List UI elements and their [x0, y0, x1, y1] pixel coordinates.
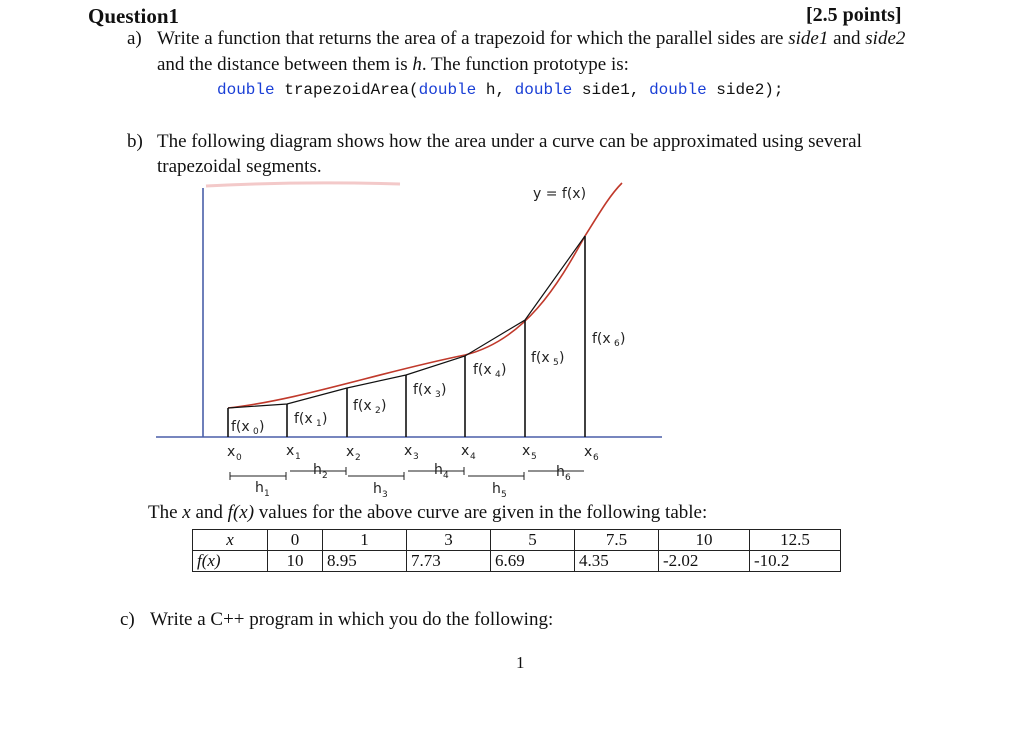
table-cell: -10.2	[750, 551, 841, 572]
svg-text:5: 5	[531, 452, 537, 462]
table-cell: 8.95	[323, 551, 407, 572]
part-b-line1: The following diagram shows how the area under a curve can be approximated using several	[157, 131, 862, 152]
svg-text:f(x: f(x	[473, 362, 492, 378]
h-label-1	[255, 480, 270, 499]
part-a-line2: and the distance between them is h. The function prototype is:	[157, 54, 629, 75]
h-brackets	[230, 467, 584, 480]
svg-text:): )	[259, 419, 265, 435]
x-label-2	[346, 444, 361, 463]
svg-text:x: x	[584, 444, 593, 460]
svg-text:4: 4	[470, 452, 476, 462]
svg-text:0: 0	[253, 427, 259, 437]
svg-text:3: 3	[382, 490, 388, 500]
table-cell: 10	[268, 551, 323, 572]
table-cell: 10	[659, 530, 750, 551]
svg-text:3: 3	[413, 452, 419, 462]
svg-text:x: x	[286, 443, 295, 459]
part-b-label: b)	[127, 131, 143, 152]
svg-text:x: x	[404, 443, 413, 459]
function-prototype: double trapezoidArea(double h, double side1, double side2);	[217, 81, 784, 99]
table-cell: 7.73	[407, 551, 491, 572]
curve-fx	[228, 183, 622, 408]
svg-text:x: x	[346, 444, 355, 460]
table-cell: 1	[323, 530, 407, 551]
x-label-1	[286, 443, 301, 462]
svg-text:4: 4	[443, 471, 449, 481]
table-cell: -2.02	[659, 551, 750, 572]
svg-text:): )	[501, 362, 507, 378]
table-cell: 6.69	[491, 551, 575, 572]
side1-term: side1	[788, 28, 829, 49]
svg-text:x: x	[227, 444, 236, 460]
svg-text:f(x: f(x	[592, 331, 611, 347]
svg-text:1: 1	[264, 489, 270, 499]
svg-text:4: 4	[495, 370, 501, 380]
faint-mark	[206, 183, 400, 186]
fx-label-4	[473, 362, 506, 380]
part-b-line2: trapezoidal segments.	[157, 156, 322, 177]
page-number: 1	[516, 653, 525, 672]
h-label-6	[556, 464, 571, 483]
svg-text:1: 1	[295, 452, 301, 462]
x-label-5	[522, 443, 537, 462]
row-label-x: x	[193, 530, 268, 551]
x-label-3	[404, 443, 419, 462]
svg-text:h: h	[556, 464, 565, 480]
svg-text:3: 3	[435, 390, 441, 400]
fx-label-5	[531, 350, 564, 368]
svg-text:0: 0	[236, 453, 242, 463]
h-term: h	[412, 54, 422, 75]
svg-text:x: x	[461, 443, 470, 459]
svg-text:6: 6	[614, 339, 620, 349]
svg-text:h: h	[255, 480, 264, 496]
x-label-4	[461, 443, 476, 462]
svg-text:x: x	[522, 443, 531, 459]
svg-text:f(x: f(x	[294, 411, 313, 427]
svg-text:6: 6	[593, 453, 599, 463]
table-cell: 4.35	[575, 551, 659, 572]
h-label-2	[313, 462, 328, 481]
fx-label-3	[413, 382, 446, 400]
table-row-fx	[193, 551, 841, 572]
table-cell: 3	[407, 530, 491, 551]
svg-text:): )	[322, 411, 328, 427]
svg-text:f(x: f(x	[353, 398, 372, 414]
svg-text:2: 2	[322, 471, 328, 481]
svg-text:h: h	[434, 462, 443, 478]
svg-text:5: 5	[553, 358, 559, 368]
svg-text:1: 1	[316, 419, 322, 429]
svg-text:): )	[441, 382, 447, 398]
fx-label-1	[294, 411, 327, 429]
svg-text:h: h	[313, 462, 322, 478]
svg-text:f(x: f(x	[531, 350, 550, 366]
svg-text:2: 2	[375, 406, 381, 416]
h-label-5	[492, 481, 507, 500]
svg-text:6: 6	[565, 473, 571, 483]
values-table	[192, 529, 841, 572]
table-cell: 5	[491, 530, 575, 551]
question-points: [2.5 points]	[806, 4, 902, 26]
svg-text:5: 5	[501, 490, 507, 500]
svg-text:2: 2	[355, 453, 361, 463]
question-title: Question1	[88, 4, 180, 28]
svg-text:): )	[381, 398, 387, 414]
part-a-label: a)	[127, 28, 142, 49]
part-c-text: Write a C++ program in which you do the following:	[150, 609, 554, 630]
x-label-6	[584, 444, 599, 463]
h-label-3	[373, 481, 388, 500]
svg-text:f(x: f(x	[231, 419, 250, 435]
h-label-4	[434, 462, 449, 481]
side2-term: side2	[865, 28, 906, 49]
x-label-0	[227, 444, 242, 463]
table-cell: 12.5	[750, 530, 841, 551]
svg-text:h: h	[373, 481, 382, 497]
curve-label: y = f(x)	[533, 186, 587, 202]
row-label-fx: f(x)	[193, 551, 268, 572]
table-cell: 0	[268, 530, 323, 551]
part-c-label: c)	[120, 609, 135, 630]
table-intro: The x and f(x) values for the above curve are given in the following table:	[148, 502, 708, 523]
svg-text:f(x: f(x	[413, 382, 432, 398]
svg-text:): )	[620, 331, 626, 347]
fx-label-0	[231, 419, 264, 437]
table-cell: 7.5	[575, 530, 659, 551]
fx-label-6	[592, 331, 625, 349]
table-row-x	[193, 530, 841, 551]
svg-text:h: h	[492, 481, 501, 497]
part-a-line1: Write a function that returns the area of a trapezoid for which the parallel sides are side1 and side2	[157, 28, 906, 49]
fx-label-2	[353, 398, 386, 416]
svg-text:): )	[559, 350, 565, 366]
